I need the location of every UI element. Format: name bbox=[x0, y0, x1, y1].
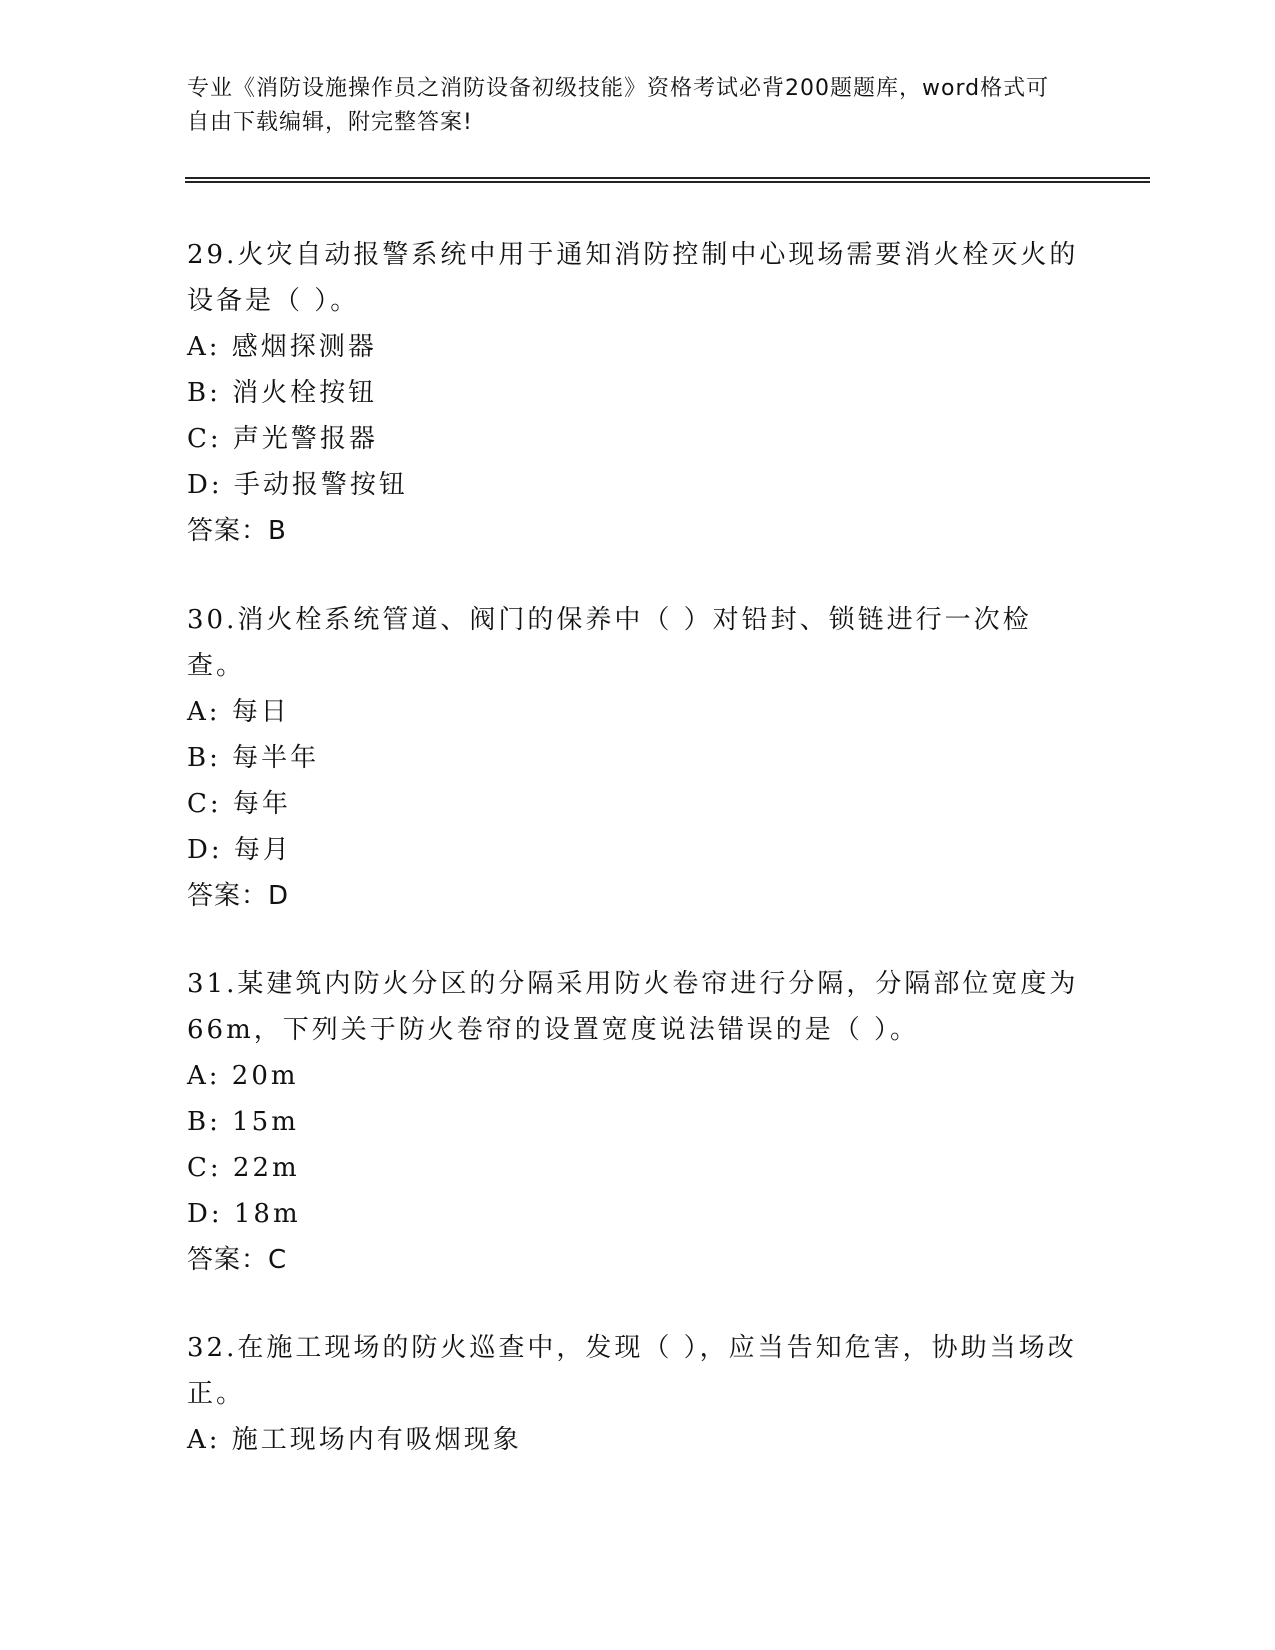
question-32 bbox=[187, 1325, 1087, 1463]
option-b: B: 消火栓按钮 bbox=[187, 378, 378, 408]
question-stem: 29.火灾自动报警系统中用于通知消防控制中心现场需要消火栓灭火的设备是（ ）。 bbox=[187, 240, 1079, 316]
option-c: C: 每年 bbox=[187, 789, 291, 819]
option-b: B: 每半年 bbox=[187, 743, 320, 773]
header-divider-bottom bbox=[185, 181, 1150, 183]
option-a: A: 每日 bbox=[187, 697, 290, 727]
option-c: C: 声光警报器 bbox=[187, 424, 378, 454]
question-31 bbox=[187, 961, 1087, 1283]
answer-line: 答案：B bbox=[187, 516, 287, 546]
option-c: C: 22m bbox=[187, 1153, 300, 1183]
question-29 bbox=[187, 232, 1087, 554]
option-a: A: 感烟探测器 bbox=[187, 332, 377, 362]
option-b: B: 15m bbox=[187, 1107, 299, 1137]
option-d: D: 每月 bbox=[187, 835, 292, 865]
option-a: A: 施工现场内有吸烟现象 bbox=[187, 1425, 522, 1455]
answer-line: 答案：C bbox=[187, 1245, 288, 1275]
header-intro-text: 专业《消防设施操作员之消防设备初级技能》资格考试必背200题题库，word格式可自由下载编辑，附完整答案! bbox=[187, 76, 1050, 135]
answer-line: 答案：D bbox=[187, 881, 290, 911]
question-stem: 32.在施工现场的防火巡查中，发现（ ），应当告知危害，协助当场改正。 bbox=[187, 1333, 1077, 1409]
document-header bbox=[187, 72, 1067, 140]
option-a: A: 20m bbox=[187, 1061, 299, 1091]
question-stem: 31.某建筑内防火分区的分隔采用防火卷帘进行分隔，分隔部位宽度为66m，下列关于防火卷帘的设置宽度说法错误的是（ ）。 bbox=[187, 969, 1079, 1045]
option-d: D: 手动报警按钮 bbox=[187, 470, 408, 500]
option-d: D: 18m bbox=[187, 1199, 301, 1229]
header-divider-top bbox=[185, 177, 1150, 179]
question-30 bbox=[187, 597, 1087, 919]
question-stem: 30.消火栓系统管道、阀门的保养中（ ）对铅封、锁链进行一次检查。 bbox=[187, 605, 1032, 681]
